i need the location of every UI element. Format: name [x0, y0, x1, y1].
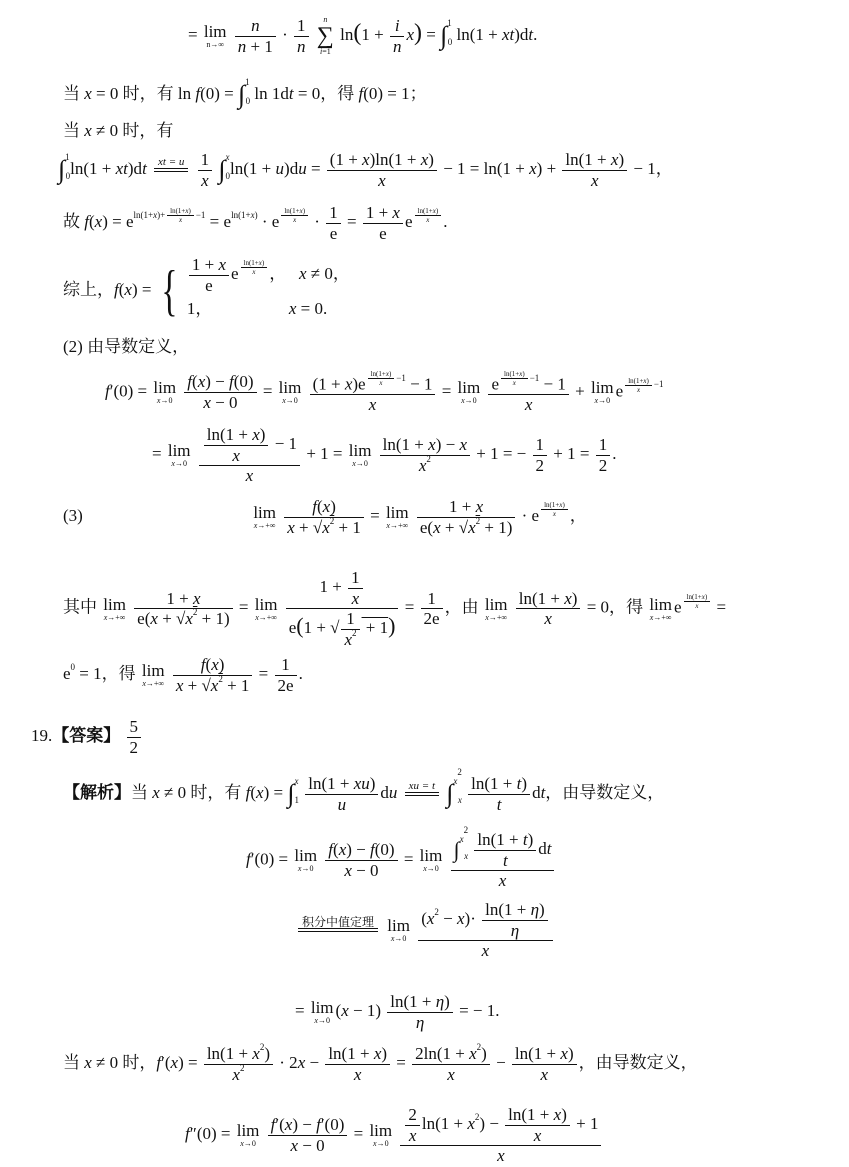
eq-line-03: 当 x ≠ 0 时，有 — [63, 121, 174, 140]
eq-line-04: ∫$^1_0$ln(1 + xt)dt xt = u $\frac{1}{x}$ ∫$^x_0$ln(1 + u)du = $\frac{(1 + x)\ln(1 + x)}{x}$ − 1 = ln(1 + x) + $\frac{\ln(1 + x)}{x}$ − 1， — [58, 150, 673, 190]
eq-line-19: f″(0) = lim x→0 $\frac{f'(x) - f'(0)}{x - 0}$ = lim x→0 $\frac{2}{x}$ $\ln(1 + x^2)$ − $\frac{\ln(1 + x)}{x}$ + 1 x — [185, 1105, 603, 1166]
eq-line-08: f′(0) = lim x→0 $\frac{f(x) - f(0)}{x - 0}$ = lim x→0 (1 + x)e $^{\frac{\ln(1+x)}{x} -1}$ − 1 x = lim x→0 e $^{\frac{\ln(1+x)}{x} -1}$ − 1 x + lim x→0 e $^{\frac{\ln(1+x)}{x} -1}$ — [105, 370, 664, 415]
eq-line-18: 当 x ≠ 0 时，f′(x) = $\frac{\ln(1 + x^2)}{x^2}$ · 2x − $\frac{\ln(1 + x)}{x}$ = $\frac{2\ln(1 + x^2)}{x}$ − $\frac{\ln(1 + x)}{x}$ ，由导数定义， — [63, 1042, 698, 1084]
question-19-answer: 19.【答案】 $\frac{5}{2}$ — [31, 717, 143, 757]
eq-line-15: f′(0) = lim x→0 $\frac{f(x) - f(0)}{x - 0}$ = lim x→0 ∫$^{x^2}_x$ $\frac{\ln(1 + t)}{t}$ dt x — [246, 830, 556, 891]
eq-line-02: 当 x = 0 时，有 ln f(0) = ∫$^1_0$ ln 1dt = 0，得 f(0) = 1； — [63, 77, 427, 110]
eq-line-05: 故 $f(x) = e^{ln(1+x)+ \frac{\ln(1+x)}{x} -1} = e^{ln(1+x)} \cdot e$ $^{\frac{\ln(1+x)}{x}}$ · $\frac{1}{e}$ = $\frac{1 + x}{e}$ e $^{\frac{\ln(1+x)}{x}}$ . — [63, 203, 448, 243]
eq-line-12: $e^0 = 1$，得 lim x→+∞ $\frac{f(x)}{x + √x^2 + 1}$ = $\frac{1}{2e}$ . — [63, 655, 303, 695]
eq-line-10: (3) lim x→+∞ $\frac{f(x)}{x + √x^2 + 1}$ = lim x→+∞ $\frac{1 + x}{e(x + √x^2 + 1)}$ · e $^{\frac{\ln(1+x)}{x}}$ ， — [63, 497, 587, 537]
eq-line-07: (2) 由导数定义， — [63, 337, 190, 356]
eq-line-01: = lim n→∞ $\frac{n}{n + 1}$ · $\frac{1}{n}$ n ∑ i=1 ln(1 + $\frac{i}{n}$ x) = ∫$^1_0$ ln(1 + xt)dt. — [188, 15, 538, 57]
eq-line-06: 综上，f(x) = { $\frac{1 + x}{e}$ e $^{\frac{\ln(1+x)}{x}}$ ， x ≠ 0， 1， x = 0. — [63, 255, 350, 322]
eq-line-09: = lim x→0 $\frac{\ln(1 + x)}{x}$ − 1 x + 1 = lim x→0 $\frac{\ln(1 + x) - x}{x^2}$ + 1 = − $\frac{1}{2}$ + 1 = $\frac{1}{2}$ . — [152, 425, 617, 486]
eq-line-14: 【解析】当 x ≠ 0 时，有 f(x) = ∫$^x_1$ $\frac{\ln(1 + xu)}{u}$ du xu = t ∫$^{x^2}_x$ $\frac{\ln(1 + t)}{t}$ dt，由导数定义， — [63, 767, 665, 814]
eq-line-17: = lim x→0 (x − 1) $\frac{\ln(1 + \eta)}{\eta}$ = − 1. — [295, 992, 500, 1032]
eq-line-16: 积分中值定理 lim x→0 $(x^2 - x)\cdot$ $\frac{\ln(1 + \eta)}{\eta}$ x — [295, 900, 555, 961]
eq-line-11: 其中 lim x→+∞ $\frac{1 + x}{e(x + √x^2 + 1)}$ = lim x→+∞ 1 + $\frac{1}{x}$ e(1 + √ $\frac{1}{x^2}$ + 1) = $\frac{1}{2e}$ ，由 lim x→+∞ $\frac{\ln(1 + x)}{x}$ = 0，得 lim x→+∞ e $^{\frac{\ln(1+x)}{x}}$ = — [63, 568, 727, 649]
